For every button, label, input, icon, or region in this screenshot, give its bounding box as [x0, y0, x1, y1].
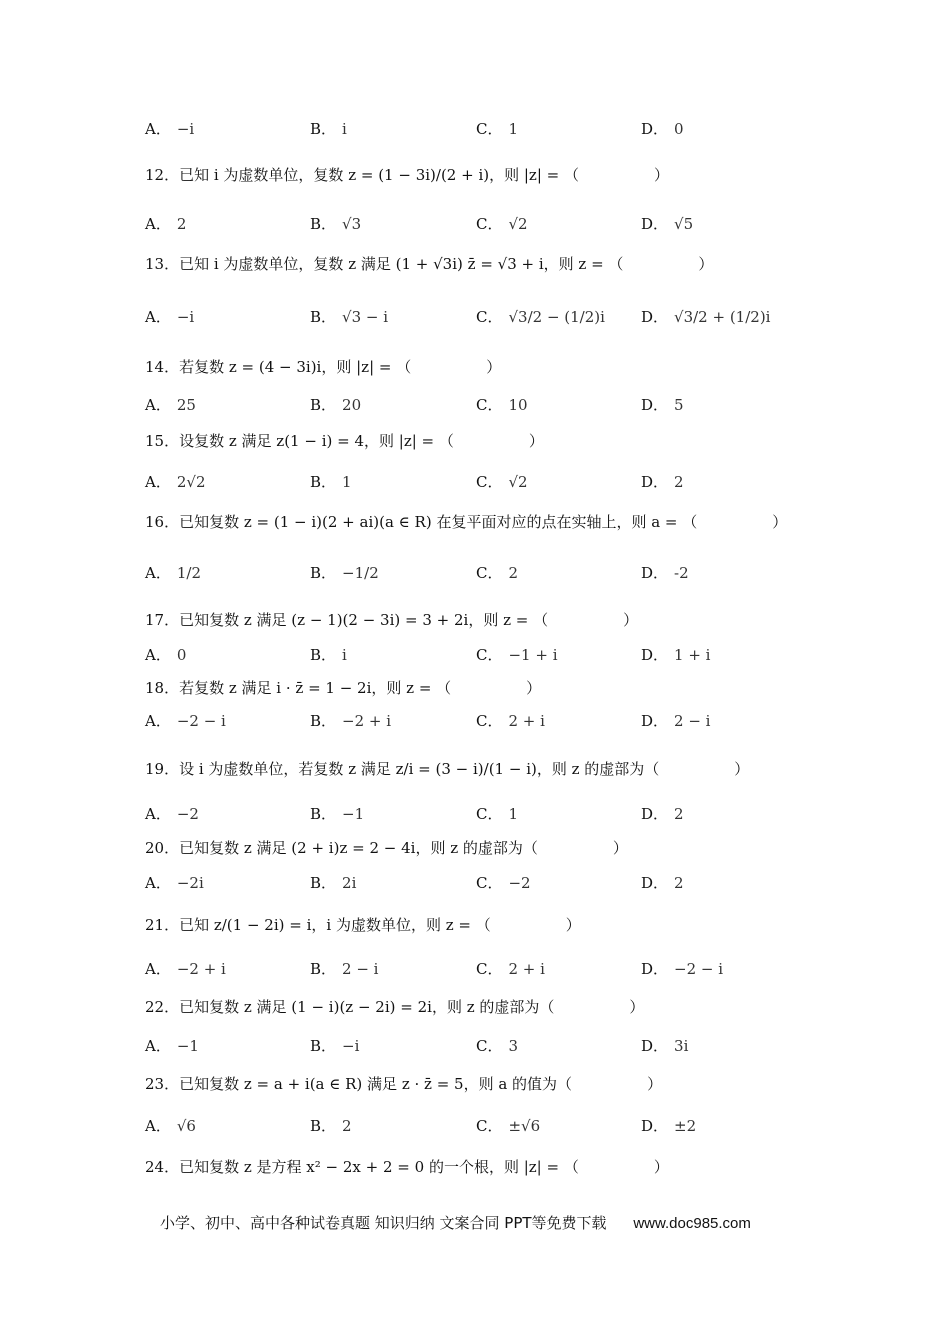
- answer-option-c: [476, 958, 545, 979]
- option-value: 2: [674, 805, 684, 823]
- answer-option-d: [641, 562, 689, 583]
- option-label: A．: [145, 308, 171, 326]
- option-label: D．: [641, 1117, 669, 1135]
- answer-option-d: [641, 803, 684, 824]
- option-value: 25: [176, 396, 196, 414]
- answer-option-a: [145, 803, 199, 824]
- option-value: −1/2: [342, 564, 379, 582]
- option-value: −2: [176, 805, 199, 823]
- option-value: √3/2 − (1/2)i: [508, 308, 605, 326]
- option-value: −1: [342, 805, 365, 823]
- option-value: −1 + i: [508, 646, 558, 664]
- question-text: 18．若复数 z 满足 i · z̄ = 1 − 2i，则 z = （ ）: [145, 679, 542, 697]
- option-value: 2 + i: [508, 712, 545, 730]
- option-value: 3i: [674, 1037, 689, 1055]
- answer-option-d: [641, 958, 723, 979]
- option-label: B．: [310, 1117, 337, 1135]
- option-value: 0: [674, 120, 684, 138]
- option-label: C．: [476, 1117, 503, 1135]
- option-value: −2 − i: [176, 712, 226, 730]
- option-label: C．: [476, 1037, 503, 1055]
- answer-option-a: [145, 213, 186, 234]
- answer-option-c: [476, 803, 518, 824]
- option-value: 2 − i: [674, 712, 711, 730]
- answer-option-b: [310, 803, 364, 824]
- answer-option-a: [145, 306, 194, 327]
- option-value: −2 − i: [674, 960, 724, 978]
- answer-option-d: [641, 306, 770, 327]
- option-value: 2√2: [176, 473, 206, 491]
- option-value: 1/2: [176, 564, 201, 582]
- question-text: 20．已知复数 z 满足 (2 + i)z = 2 − 4i，则 z 的虚部为（ ）: [145, 839, 628, 857]
- option-value: √2: [508, 215, 528, 233]
- answer-option-a: [145, 644, 186, 665]
- option-label: D．: [641, 564, 669, 582]
- option-value: 2: [674, 473, 684, 491]
- answer-option-b: [310, 958, 378, 979]
- answer-option-a: [145, 471, 206, 492]
- option-value: √5: [674, 215, 694, 233]
- question-text: 24．已知复数 z 是方程 x² − 2x + 2 = 0 的一个根，则 |z| = （ ）: [145, 1158, 669, 1176]
- option-label: D．: [641, 396, 669, 414]
- footer-text: 小学、初中、高中各种试卷真题 知识归纳 文案合同 PPT等免费下载: [160, 1214, 607, 1232]
- option-value: 2: [176, 215, 187, 233]
- option-value: −i: [342, 1037, 360, 1055]
- option-value: ±√6: [508, 1117, 541, 1135]
- option-label: A．: [145, 473, 171, 491]
- answer-option-c: [476, 118, 518, 139]
- answer-option-c: [476, 1035, 518, 1056]
- answer-option-d: [641, 872, 684, 893]
- answer-option-b: [310, 1035, 359, 1056]
- option-label: C．: [476, 473, 503, 491]
- option-label: C．: [476, 874, 503, 892]
- option-label: A．: [145, 120, 171, 138]
- option-value: 0: [176, 646, 187, 664]
- option-label: D．: [641, 960, 669, 978]
- option-label: B．: [310, 960, 337, 978]
- answer-option-b: [310, 644, 347, 665]
- answer-option-d: [641, 1035, 688, 1056]
- option-label: C．: [476, 396, 503, 414]
- question-text: 19．设 i 为虚数单位，若复数 z 满足 z/i = (3 − i)/(1 − i)，则 z 的虚部为（ ）: [145, 760, 750, 778]
- option-value: −2i: [176, 874, 204, 892]
- option-label: C．: [476, 308, 503, 326]
- option-label: D．: [641, 646, 669, 664]
- option-label: A．: [145, 646, 171, 664]
- answer-option-a: [145, 1115, 196, 1136]
- option-value: 20: [342, 396, 362, 414]
- option-label: B．: [310, 308, 337, 326]
- option-value: −1: [176, 1037, 199, 1055]
- option-label: A．: [145, 805, 171, 823]
- option-label: D．: [641, 805, 669, 823]
- answer-option-c: [476, 471, 528, 492]
- option-label: B．: [310, 805, 337, 823]
- option-label: A．: [145, 712, 171, 730]
- option-label: B．: [310, 473, 337, 491]
- option-label: A．: [145, 396, 171, 414]
- option-label: D．: [641, 1037, 669, 1055]
- option-label: A．: [145, 1037, 171, 1055]
- question-text: 12．已知 i 为虚数单位，复数 z = (1 − 3i)/(2 + i)，则 |z| = （ ）: [145, 166, 669, 184]
- option-value: i: [342, 646, 347, 664]
- answer-option-b: [310, 562, 379, 583]
- option-value: 5: [674, 396, 684, 414]
- option-value: 2: [674, 874, 684, 892]
- answer-option-a: [145, 1035, 199, 1056]
- option-value: √3: [342, 215, 362, 233]
- answer-option-c: [476, 213, 528, 234]
- option-label: D．: [641, 712, 669, 730]
- answer-option-b: [310, 872, 356, 893]
- option-label: D．: [641, 473, 669, 491]
- option-label: A．: [145, 960, 171, 978]
- answer-option-b: [310, 213, 361, 234]
- answer-option-b: [310, 118, 347, 139]
- option-value: √6: [176, 1117, 196, 1135]
- answer-option-a: [145, 872, 204, 893]
- answer-option-c: [476, 394, 528, 415]
- option-label: C．: [476, 120, 503, 138]
- footer-url[interactable]: www.doc985.com: [633, 1215, 751, 1232]
- option-label: A．: [145, 564, 171, 582]
- option-value: ±2: [674, 1117, 697, 1135]
- option-label: B．: [310, 712, 337, 730]
- option-value: −i: [176, 308, 195, 326]
- answer-option-a: [145, 118, 194, 139]
- option-label: C．: [476, 960, 503, 978]
- option-value: 2 − i: [342, 960, 379, 978]
- option-label: C．: [476, 712, 503, 730]
- option-label: C．: [476, 805, 503, 823]
- answer-option-d: [641, 394, 684, 415]
- answer-option-d: [641, 213, 693, 234]
- option-value: 10: [508, 396, 528, 414]
- answer-option-b: [310, 710, 391, 731]
- option-label: C．: [476, 564, 503, 582]
- question-text: 22．已知复数 z 满足 (1 − i)(z − 2i) = 2i，则 z 的虚部为（ ）: [145, 998, 645, 1016]
- option-label: A．: [145, 1117, 171, 1135]
- question-text: 15．设复数 z 满足 z(1 − i) = 4，则 |z| = （ ）: [145, 432, 544, 450]
- answer-option-d: [641, 1115, 696, 1136]
- option-label: B．: [310, 120, 337, 138]
- option-label: C．: [476, 646, 503, 664]
- option-value: 2i: [342, 874, 357, 892]
- question-text: 23．已知复数 z = a + i(a ∈ R) 满足 z · z̄ = 5，则 a 的值为（ ）: [145, 1075, 663, 1093]
- option-value: 2: [508, 564, 519, 582]
- option-value: 1: [508, 805, 519, 823]
- answer-option-b: [310, 1115, 352, 1136]
- option-label: B．: [310, 1037, 337, 1055]
- answer-option-a: [145, 394, 196, 415]
- answer-option-c: [476, 644, 558, 665]
- option-label: D．: [641, 308, 669, 326]
- option-label: D．: [641, 120, 669, 138]
- option-value: −2: [508, 874, 531, 892]
- question-text: 16．已知复数 z = (1 − i)(2 + ai)(a ∈ R) 在复平面对应的点在实轴上，则 a = （ ）: [145, 513, 788, 531]
- option-label: B．: [310, 564, 337, 582]
- option-label: B．: [310, 215, 337, 233]
- answer-option-c: [476, 562, 518, 583]
- answer-option-d: [641, 471, 684, 492]
- question-text: 21．已知 z/(1 − 2i) = i，i 为虚数单位，则 z = （ ）: [145, 916, 581, 934]
- answer-option-b: [310, 394, 361, 415]
- option-label: A．: [145, 874, 171, 892]
- option-label: A．: [145, 215, 171, 233]
- option-label: D．: [641, 874, 669, 892]
- answer-option-c: [476, 710, 545, 731]
- answer-option-a: [145, 710, 226, 731]
- option-value: 1: [508, 120, 519, 138]
- option-label: D．: [641, 215, 669, 233]
- answer-option-d: [641, 644, 710, 665]
- page-footer: [160, 1212, 751, 1233]
- answer-option-c: [476, 1115, 540, 1136]
- answer-option-d: [641, 710, 710, 731]
- answer-option-a: [145, 562, 201, 583]
- answer-option-d: [641, 118, 684, 139]
- option-value: √3/2 + (1/2)i: [674, 308, 771, 326]
- option-value: 2: [342, 1117, 352, 1135]
- answer-option-a: [145, 958, 226, 979]
- option-value: 3: [508, 1037, 519, 1055]
- option-value: −2 + i: [342, 712, 392, 730]
- answer-option-c: [476, 872, 531, 893]
- option-label: B．: [310, 874, 337, 892]
- option-value: 2 + i: [508, 960, 545, 978]
- option-value: i: [342, 120, 347, 138]
- answer-option-b: [310, 306, 388, 327]
- answer-option-c: [476, 306, 605, 327]
- question-text: 13．已知 i 为虚数单位，复数 z 满足 (1 + √3i) z̄ = √3 + i，则 z = （ ）: [145, 255, 714, 273]
- option-label: B．: [310, 646, 337, 664]
- option-value: 1 + i: [674, 646, 711, 664]
- option-label: B．: [310, 396, 337, 414]
- option-value: -2: [674, 564, 689, 582]
- question-text: 14．若复数 z = (4 − 3i)i，则 |z| = （ ）: [145, 358, 502, 376]
- option-label: C．: [476, 215, 503, 233]
- question-text: 17．已知复数 z 满足 (z − 1)(2 − 3i) = 3 + 2i，则 z = （ ）: [145, 611, 639, 629]
- option-value: −i: [176, 120, 195, 138]
- answer-option-b: [310, 471, 352, 492]
- option-value: √3 − i: [342, 308, 389, 326]
- option-value: 1: [342, 473, 352, 491]
- option-value: −2 + i: [176, 960, 226, 978]
- option-value: √2: [508, 473, 528, 491]
